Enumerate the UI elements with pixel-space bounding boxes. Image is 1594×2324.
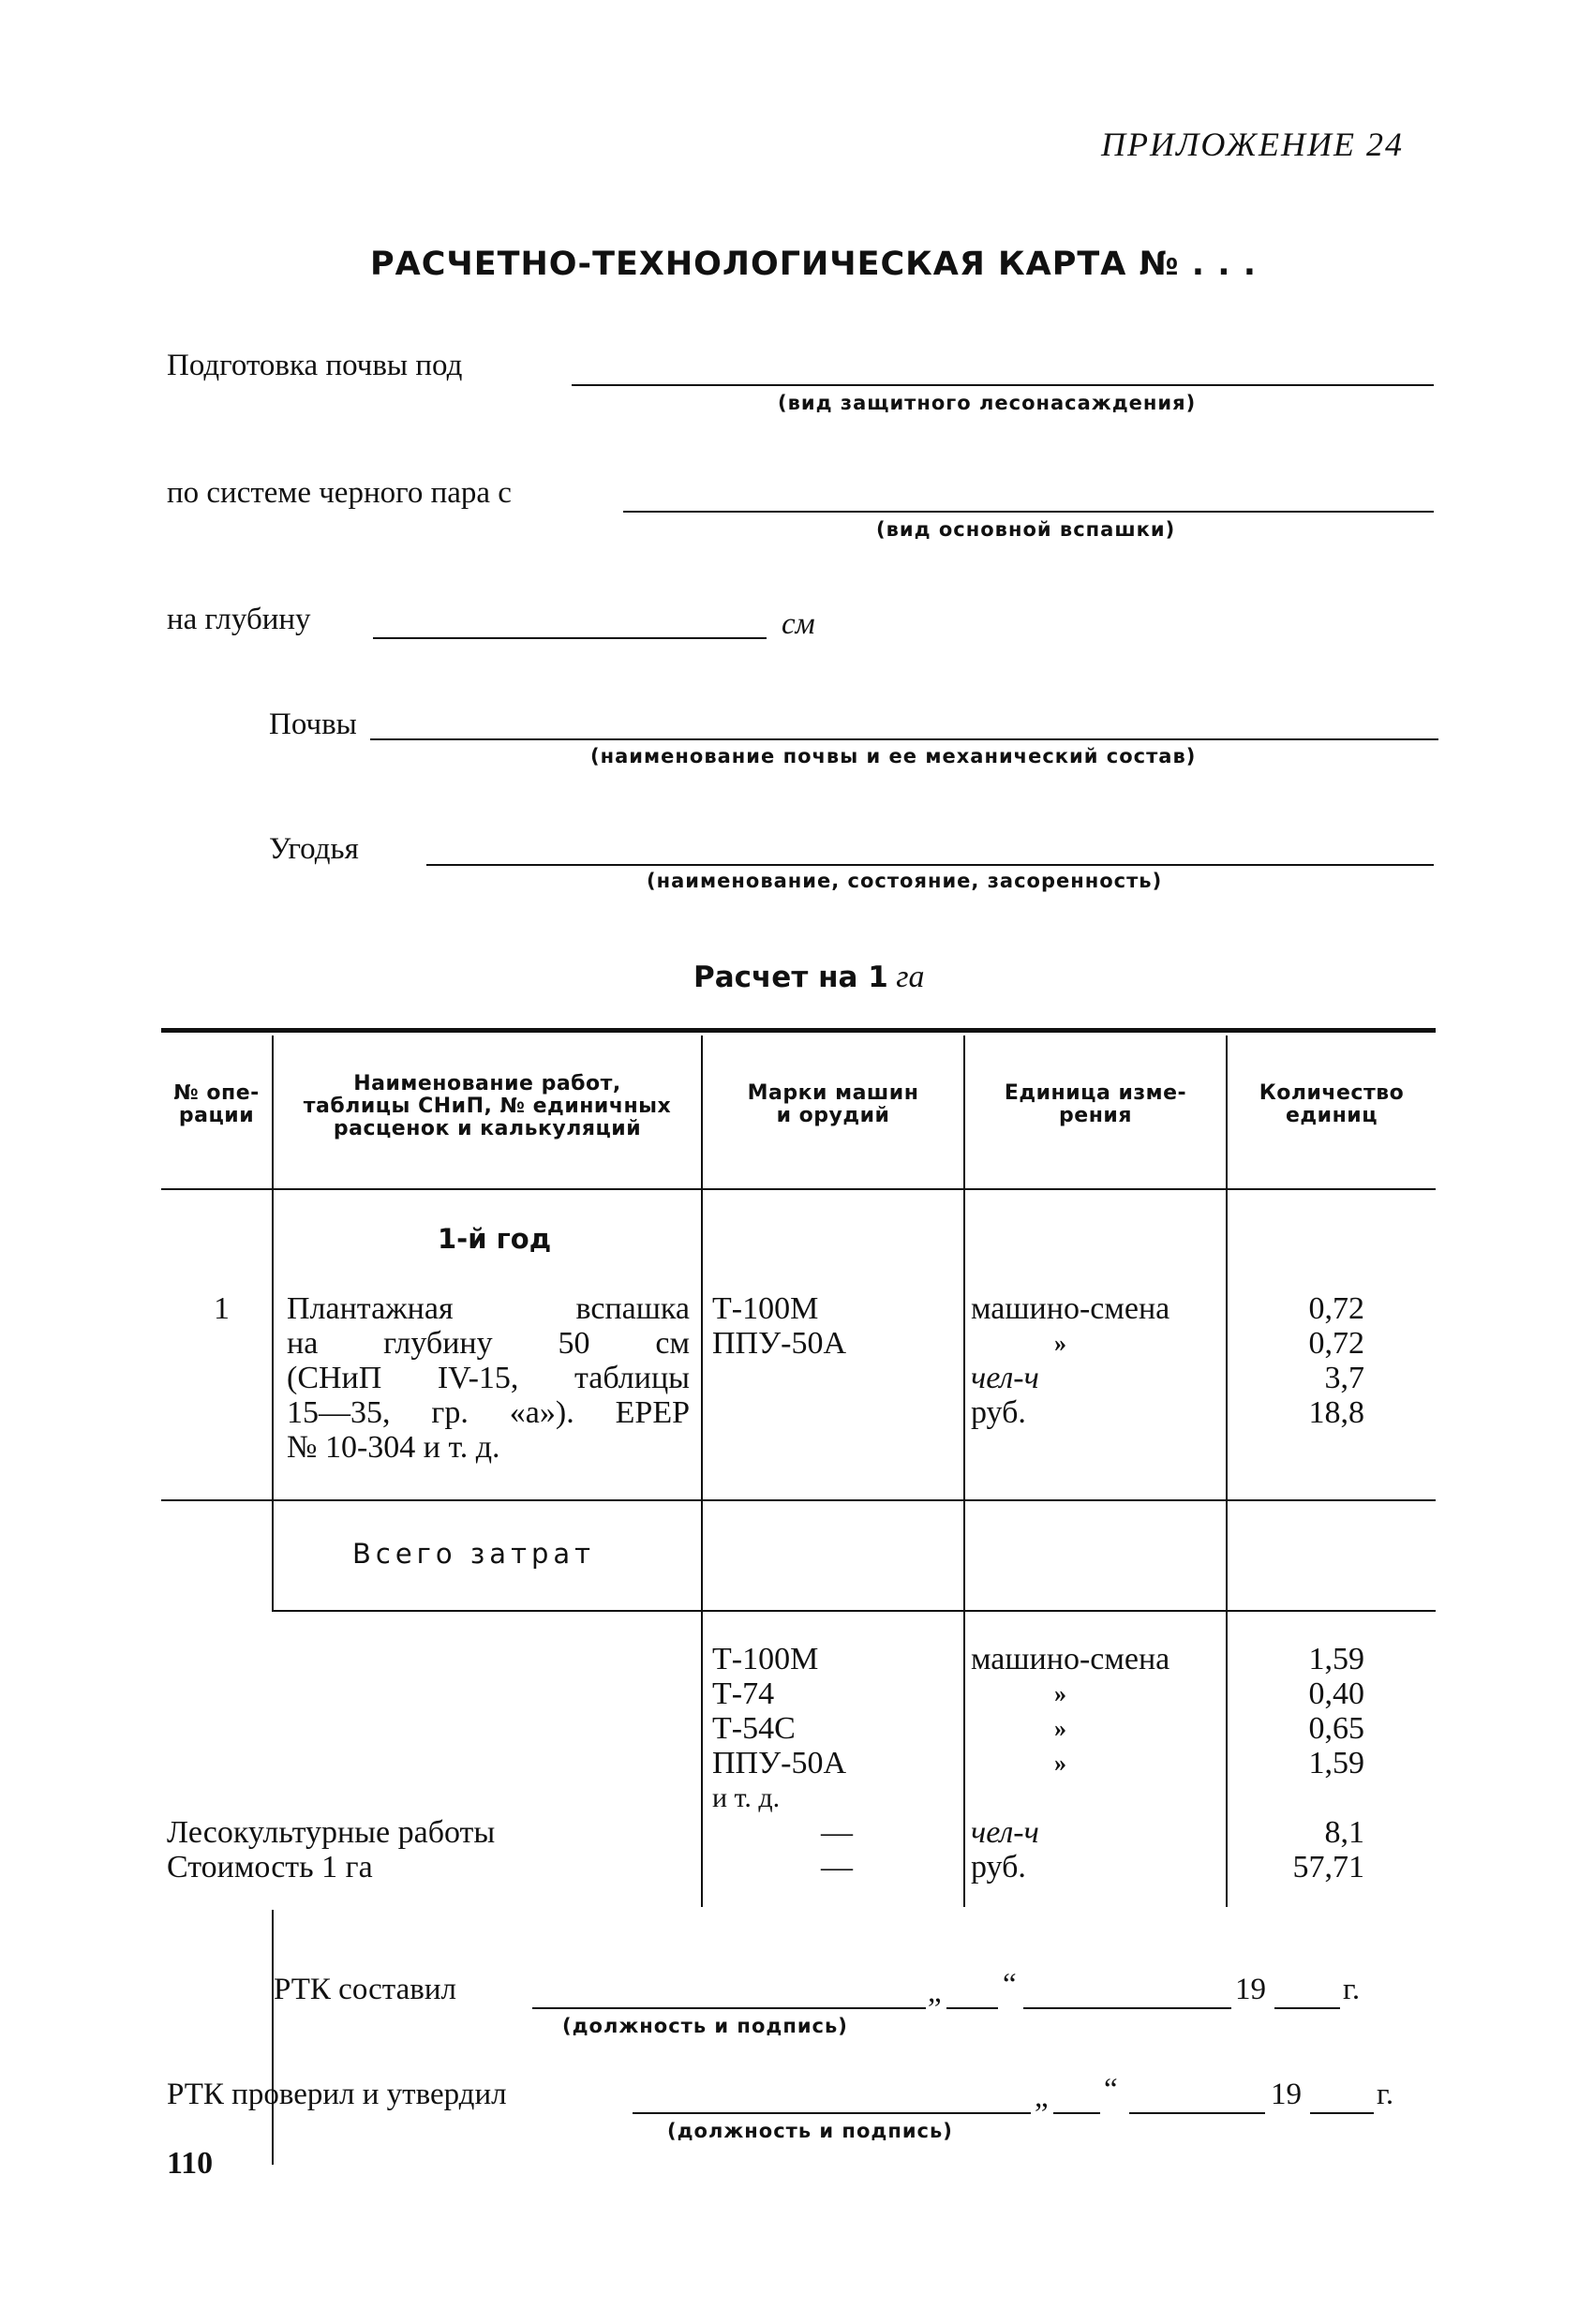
unit: чел-ч: [971, 1361, 1039, 1395]
quote-mark: „: [928, 1975, 942, 2009]
quantity: 3,7: [1324, 1361, 1364, 1395]
quantity: 0,72: [1308, 1291, 1364, 1326]
quantity: 0,72: [1308, 1326, 1364, 1361]
composed-signature-line[interactable]: [532, 2007, 926, 2009]
composed-caption: (должность и подпись): [562, 2015, 848, 2037]
composed-label: РТК составил: [274, 1973, 456, 2006]
land-label: Угодья: [269, 832, 359, 866]
prep-input-line[interactable]: [572, 384, 1434, 386]
summary-quantity: 1,59: [1308, 1746, 1364, 1780]
depth-label: на глубину: [167, 603, 311, 636]
year-label: 1-й год: [438, 1223, 552, 1255]
composed-day-line[interactable]: [946, 2007, 998, 2009]
unit: руб.: [971, 1395, 1026, 1430]
prep-label: Подготовка почвы под: [167, 349, 463, 382]
calc-title-unit: га: [896, 960, 925, 994]
summary-unit: руб.: [971, 1850, 1026, 1885]
depth-unit: см: [782, 607, 815, 641]
work-line: 15—35, гр. «а»). ЕРЕР: [287, 1395, 690, 1430]
system-input-line[interactable]: [623, 511, 1434, 513]
checked-month-line[interactable]: [1129, 2112, 1265, 2114]
checked-label: РТК проверил и утвердил: [167, 2078, 507, 2111]
composed-year-prefix: 19: [1235, 1973, 1266, 2006]
col-divider-1-body: [272, 1188, 274, 1612]
machine: ППУ-50А: [712, 1326, 847, 1361]
work-line: № 10-304 и т. д.: [287, 1430, 500, 1465]
system-label: по системе черного пара с: [167, 476, 512, 510]
checked-year-line[interactable]: [1310, 2112, 1374, 2114]
appendix-label: ПРИЛОЖЕНИЕ 24: [1101, 126, 1404, 163]
header-work-name: Наименование работ, таблицы СНиП, № единичных расценок и калькуляций: [303, 1072, 672, 1140]
col-divider-2: [701, 1035, 703, 1907]
summary-unit: »: [1054, 1750, 1066, 1777]
col-divider-3: [963, 1035, 965, 1907]
prep-caption: (вид защитного лесонасаждения): [778, 392, 1197, 414]
summary-label: Стоимость 1 га: [167, 1850, 373, 1885]
summary-machine: —: [821, 1815, 853, 1850]
header-quantity: Количество единиц: [1259, 1081, 1405, 1127]
summary-unit: машино-смена: [971, 1642, 1170, 1676]
table-row-rule: [161, 1499, 1436, 1501]
summary-label: Лесокультурные работы: [167, 1815, 496, 1850]
table-header-rule: [161, 1188, 1436, 1190]
summary-quantity: 1,59: [1308, 1642, 1364, 1676]
checked-year-suffix: г.: [1377, 2078, 1394, 2111]
checked-day-line[interactable]: [1053, 2112, 1100, 2114]
table-top-rule: [161, 1028, 1436, 1033]
summary-quantity: 8,1: [1324, 1815, 1364, 1850]
summary-quantity: 57,71: [1292, 1850, 1364, 1885]
calc-title-prefix: Расчет на 1: [693, 961, 888, 994]
op-number: 1: [214, 1291, 230, 1326]
checked-signature-line[interactable]: [633, 2112, 1031, 2114]
unit: »: [1054, 1330, 1066, 1357]
composed-year-suffix: г.: [1343, 1973, 1361, 2006]
quantity: 18,8: [1308, 1395, 1364, 1430]
calc-title: [693, 960, 925, 995]
summary-machine: —: [821, 1850, 853, 1885]
summary-machine: и т. д.: [712, 1782, 781, 1813]
work-line: (СНиП IV-15, таблицы: [287, 1361, 690, 1395]
page-title: РАСЧЕТНО-ТЕХНОЛОГИЧЕСКАЯ КАРТА № . . .: [370, 246, 1258, 283]
composed-month-line[interactable]: [1023, 2007, 1231, 2009]
land-caption: (наименование, состояние, засоренность): [647, 870, 1163, 892]
soil-caption: (наименование почвы и ее механический состав): [590, 745, 1197, 767]
quote-mark: „: [1035, 2080, 1049, 2114]
machine: Т-100М: [712, 1291, 819, 1326]
checked-caption: (должность и подпись): [667, 2120, 953, 2142]
quote-mark: “: [1003, 1968, 1017, 2002]
land-input-line[interactable]: [426, 864, 1434, 866]
summary-machine: ППУ-50А: [712, 1746, 847, 1780]
summary-quantity: 0,40: [1308, 1676, 1364, 1711]
header-unit: Единица изме- рения: [1004, 1081, 1187, 1127]
summary-machine: Т-54С: [712, 1711, 796, 1746]
system-caption: (вид основной вспашки): [876, 518, 1176, 541]
composed-year-line[interactable]: [1274, 2007, 1340, 2009]
work-line: на глубину 50 см: [287, 1326, 690, 1361]
summary-unit: чел-ч: [971, 1815, 1039, 1850]
summary-quantity: 0,65: [1308, 1711, 1364, 1746]
header-machines: Марки машин и орудий: [747, 1081, 919, 1127]
quote-mark: “: [1104, 2073, 1118, 2107]
soil-input-line[interactable]: [370, 738, 1438, 740]
soil-label: Почвы: [269, 708, 357, 741]
depth-input-line[interactable]: [373, 637, 767, 639]
work-line: Плантажная вспашка: [287, 1291, 690, 1326]
summary-machine: Т-100М: [712, 1642, 819, 1676]
header-op-number: № опе- рации: [173, 1081, 260, 1127]
summary-unit: »: [1054, 1680, 1066, 1707]
table-total-rule: [161, 1610, 1436, 1612]
unit: машино-смена: [971, 1291, 1170, 1326]
page-number: 110: [167, 2146, 214, 2181]
summary-machine: Т-74: [712, 1676, 775, 1711]
checked-year-prefix: 19: [1271, 2078, 1302, 2111]
summary-unit: »: [1054, 1715, 1066, 1742]
total-label: Всего затрат: [352, 1538, 596, 1570]
